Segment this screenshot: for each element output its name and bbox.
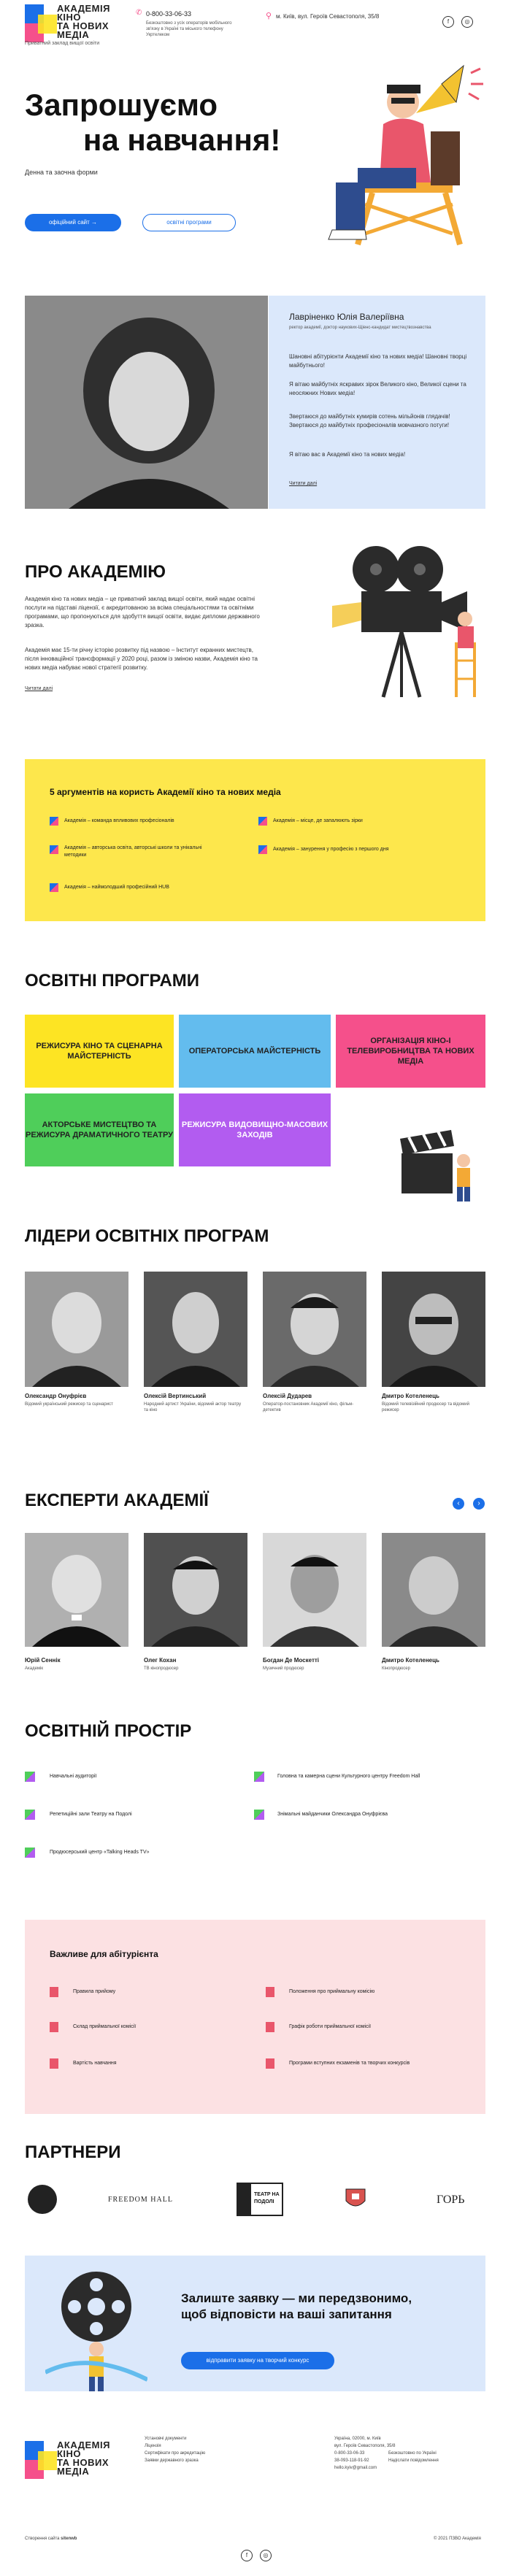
footer-link[interactable]: Установчі документи	[145, 2437, 187, 2441]
partner-logo-theatre-text: ТЕАТР НА ПОДОЛІ	[254, 2192, 280, 2204]
partner-logo-crest-icon[interactable]	[343, 2186, 368, 2211]
leader-photo[interactable]	[144, 1272, 247, 1387]
important-link[interactable]: Положення про приймальну комісію	[289, 1989, 375, 1994]
rector-name: Лавріненко Юлія Валеріївна	[289, 312, 404, 322]
space-item: Репетиційні зали Театру на Подолі	[50, 1812, 132, 1817]
cta-title	[181, 2291, 473, 2323]
footer-link[interactable]: Сертифікати про акредитацію	[145, 2451, 206, 2456]
about-paragraph: Академія має 15-ти річну історію розвитку під назвою – Інститут екранних мистецтв, після інноваційної трансформації у 2020 році, разом із зміною назви, Академія кіно та нових медіа набуває нової стратегії розвитку.	[25, 647, 258, 671]
cta-title-line2: щоб відповісти на ваші запитання	[181, 2307, 392, 2321]
footer-instagram-icon[interactable]: ◎	[260, 2550, 272, 2561]
rector-paragraph: Звертаюся до майбутніх кумирів сотень мільйонів глядачів! Звертаюся до майбутніх професіоналів мовчазного потуги!	[289, 413, 450, 428]
person-silhouette	[263, 1272, 366, 1387]
program-card-directing[interactable]: РЕЖИСУРА КІНО ТА СЦЕНАРНА МАЙСТЕРНІСТЬ	[25, 1015, 174, 1088]
leader-name: Олександр Онуфрієв	[25, 1393, 87, 1399]
footer-copyright: © 2021 ПЗВО Академія	[434, 2537, 481, 2541]
arguments-title: 5 аргументів на користь Академії кіно та нових медіа	[50, 787, 281, 797]
footer-note: Безкоштовно по Україні	[388, 2451, 437, 2456]
logo-square-yellow	[38, 15, 57, 34]
footer-dev-label: Створення сайта	[25, 2537, 60, 2541]
experts-title: ЕКСПЕРТИ АКАДЕМІЇ	[25, 1491, 209, 1510]
logo-line: ТА НОВИХ	[57, 20, 110, 31]
partner-logo-freedom-hall[interactable]: FREEDOM HALL	[108, 2196, 173, 2204]
footer-address-line: вул. Героїв Севастополя, 35/8	[334, 2444, 396, 2448]
important-box	[25, 1920, 485, 2114]
rector-paragraph: Я вітаю вас в Академії кіно та нових медіа!	[289, 451, 406, 458]
footer-logo-text	[57, 2441, 110, 2476]
footer-message-link[interactable]: Надіслати повідомлення	[388, 2458, 439, 2463]
bullet-icon	[50, 883, 58, 892]
bullet-icon	[254, 1810, 264, 1820]
pdf-icon	[266, 2022, 274, 2032]
expert-name: Юрій Сеннік	[25, 1657, 61, 1664]
bullet-icon	[25, 1810, 35, 1820]
logo-line: МЕДІА	[57, 29, 90, 40]
phone-icon: ✆	[136, 9, 142, 17]
leader-description: Відомий український режисер та сценарист	[25, 1402, 113, 1407]
important-title: Важливе для абітурієнта	[50, 1949, 158, 1959]
leader-photo[interactable]	[25, 1272, 128, 1387]
logo-subtitle: Приватний заклад вищої освіти	[25, 41, 100, 46]
leader-name: Олексій Вертинський	[144, 1393, 207, 1399]
pdf-icon	[50, 2022, 58, 2032]
expert-description: Академік	[25, 1666, 44, 1671]
director-illustration	[314, 44, 489, 248]
space-item: Знімальні майданчики Олександра Онуфрієва	[277, 1812, 388, 1817]
leader-description: Відомий телевізійний продюсер та відомий режисер	[382, 1402, 469, 1412]
person-silhouette	[382, 1533, 485, 1647]
leaders-title: ЛІДЕРИ ОСВІТНІХ ПРОГРАМ	[25, 1226, 269, 1246]
rector-paragraph: Я вітаю майбутніх яскравих зірок Великого кіно, Великої сцени та неосяжних Нових медіа!	[289, 381, 466, 396]
cta-title-line1: Залиште заявку — ми передзвонимо,	[181, 2291, 412, 2305]
program-card-cinematography[interactable]: ОПЕРАТОРСЬКА МАЙСТЕРНІСТЬ	[179, 1015, 331, 1088]
rector-photo	[25, 296, 268, 509]
header-phone[interactable]: 0-800-33-06-33	[146, 10, 192, 18]
space-item: Головна та камерна сцени Культурного центру Freedom Hall	[277, 1774, 420, 1779]
rector-title: ректор академії, доктор наукових-Щіенс-кандидат мистецтвознавства	[289, 326, 431, 330]
partner-logo-gor[interactable]: ГОРЬ	[437, 2194, 465, 2206]
logo-line: КІНО	[57, 12, 82, 23]
logo-line: АКАДЕМІЯ	[57, 3, 110, 14]
header-address: м. Київ, вул. Героїв Севастополя, 35/8	[276, 13, 380, 20]
arguments-box	[25, 759, 485, 921]
program-card-acting[interactable]: АКТОРСЬКЕ МИСТЕЦТВО ТА РЕЖИСУРА ДРАМАТИЧНОГО ТЕАТРУ	[25, 1093, 174, 1166]
expert-photo[interactable]	[144, 1533, 247, 1647]
logo-line: АКАДЕМІЯ	[57, 2439, 110, 2450]
footer-facebook-icon[interactable]: f	[241, 2550, 253, 2561]
argument-item: Академія – команда впливових професіоналів	[64, 818, 174, 823]
footer-phone[interactable]: 0-800-33-06-33	[334, 2451, 365, 2456]
pdf-icon	[266, 1987, 274, 1997]
partner-logo-circle[interactable]	[28, 2185, 57, 2214]
program-card-events[interactable]: РЕЖИСУРА ВИДОВИЩНО-МАСОВИХ ЗАХОДІВ	[179, 1093, 331, 1166]
hero-title-line2: на навчання!	[83, 123, 281, 157]
leader-description: Оператор-постановник Академії кіно, фільм-детектив	[263, 1402, 354, 1412]
about-read-more-link[interactable]: Читати далі	[25, 686, 53, 691]
person-silhouette	[263, 1533, 366, 1647]
expert-photo[interactable]	[382, 1533, 485, 1647]
bullet-icon	[25, 1848, 35, 1858]
expert-description: Кінопродюсер	[382, 1666, 410, 1671]
hero-title	[25, 88, 280, 158]
bullet-icon	[254, 1772, 264, 1782]
expert-name: Дмитро Котеленець	[382, 1657, 439, 1664]
footer-notes	[388, 2450, 439, 2464]
film-camera-illustration	[332, 540, 485, 701]
film-reel-illustration	[45, 2263, 147, 2391]
leader-photo[interactable]	[263, 1272, 366, 1387]
leader-name: Олексій Дударев	[263, 1393, 312, 1399]
footer-contacts	[334, 2435, 396, 2472]
hero-title-line1: Запрошуємо	[25, 88, 218, 122]
rector-paragraph: Шановні абітурієнти Академії кіно та нових медіа! Шановні творці майбутнього!	[289, 353, 467, 369]
rector-read-more-link[interactable]: Читати далі	[289, 481, 318, 486]
leader-description: Народний артист України, відомий актор театру та кіно	[144, 1402, 242, 1412]
person-silhouette	[25, 1272, 128, 1387]
footer-link[interactable]: Заявки державного зразка	[145, 2458, 199, 2463]
argument-item: Академія – авторська освіта, авторські школи та унікальні методики	[64, 845, 202, 858]
argument-item: Академія – занурення у професію з першого дня	[273, 847, 389, 852]
cta-submit-button[interactable]: відправити заявку на творчий конкурс	[181, 2352, 334, 2369]
footer-dev	[25, 2535, 77, 2542]
header-phone-note: Безкоштовно з усіх операторів мобільного зв'язку в Україні та міського телефону Укртелеком	[146, 21, 232, 37]
about-paragraph: Академія кіно та нових медіа – це приватний заклад вищої освіти, який надає освітні послуги на підставі ліцензії, є акредитованою за всіма спеціальностями та освітніми програмами, що пропонуються для здобуття вищої освіти, видає дипломи державного зразка.	[25, 596, 260, 628]
official-site-button[interactable]: офіційний сайт →	[25, 214, 121, 231]
logo-line: КІНО	[57, 2448, 82, 2459]
expert-description: ТВ кінопродюсер	[144, 1666, 179, 1671]
about-title: ПРО АКАДЕМІЮ	[25, 562, 166, 582]
prev-arrow-icon[interactable]: ‹	[453, 1498, 464, 1510]
next-arrow-icon[interactable]: ›	[473, 1498, 485, 1510]
facebook-icon[interactable]: f	[442, 16, 454, 28]
logo-line: ТА НОВИХ	[57, 2457, 110, 2468]
partner-logo-theatre-bar	[238, 2184, 251, 2215]
space-title: ОСВІТНІЙ ПРОСТІР	[25, 1721, 192, 1741]
footer-address-line: Україна, 02000, м. Київ	[334, 2437, 381, 2441]
cta-box	[25, 2256, 485, 2391]
bullet-icon	[25, 1772, 35, 1782]
argument-item: Академія – наймолодший професійний HUB	[64, 885, 169, 890]
footer-email[interactable]: hello.kyiv@gmail.com	[334, 2466, 377, 2470]
logo-square-yellow	[38, 2451, 57, 2470]
logo-line: МЕДІА	[57, 2466, 90, 2477]
important-link[interactable]: Правила прийому	[73, 1989, 116, 1994]
pdf-icon	[266, 2058, 274, 2069]
rector-photo-silhouette	[25, 296, 268, 509]
program-card-production[interactable]: ОРГАНІЗАЦІЯ КІНО-І ТЕЛЕВИРОБНИЦТВА ТА НОВИХ МЕДІА	[336, 1015, 485, 1088]
expert-photo[interactable]	[25, 1533, 128, 1647]
programs-title: ОСВІТНІ ПРОГРАМИ	[25, 971, 200, 991]
person-silhouette	[382, 1272, 485, 1387]
logo-text	[57, 4, 110, 39]
footer-dev-link[interactable]: sitenwb	[61, 2537, 77, 2541]
important-link[interactable]: Програми вступних екзаменів та творчих конкурсів	[289, 2061, 410, 2066]
instagram-icon[interactable]: ◎	[461, 16, 473, 28]
bullet-icon	[258, 845, 267, 854]
space-item: Продюсерський центр «Talking Heads TV»	[50, 1850, 150, 1855]
person-silhouette	[144, 1272, 247, 1387]
footer-docs	[145, 2435, 205, 2464]
expert-name: Богдан Де Москетті	[263, 1657, 320, 1664]
pdf-icon	[50, 2058, 58, 2069]
expert-photo[interactable]	[263, 1533, 366, 1647]
footer-phone[interactable]: 38-093-118-91-92	[334, 2458, 369, 2463]
person-silhouette	[144, 1533, 247, 1647]
important-link[interactable]: Графік роботи приймальної комісії	[289, 2024, 372, 2029]
location-pin-icon: ⚲	[266, 12, 272, 20]
leader-name: Дмитро Котеленець	[382, 1393, 439, 1399]
person-silhouette	[25, 1533, 128, 1647]
partners-title: ПАРТНЕРИ	[25, 2142, 121, 2162]
partner-logo-theatre[interactable]	[237, 2183, 283, 2216]
argument-item: Академія – місце, де запалюють зірки	[273, 818, 363, 823]
clapperboard-illustration	[394, 1117, 482, 1204]
rector-card	[269, 296, 485, 509]
expert-description: Музичний продюсер	[263, 1666, 304, 1671]
programs-button[interactable]: освітні програми	[142, 214, 236, 231]
pdf-icon	[50, 1987, 58, 1997]
space-item: Навчальні аудиторії	[50, 1774, 97, 1779]
bullet-icon	[258, 817, 267, 826]
expert-name: Олег Кохан	[144, 1657, 177, 1664]
important-link[interactable]: Склад приймальної комісії	[73, 2024, 137, 2029]
footer-link[interactable]: Ліцензія	[145, 2444, 161, 2448]
bullet-icon	[50, 817, 58, 826]
bullet-icon	[50, 845, 58, 854]
important-link[interactable]: Вартість навчання	[73, 2061, 117, 2066]
leader-photo[interactable]	[382, 1272, 485, 1387]
hero-subtitle: Денна та заочна форми	[25, 169, 98, 176]
